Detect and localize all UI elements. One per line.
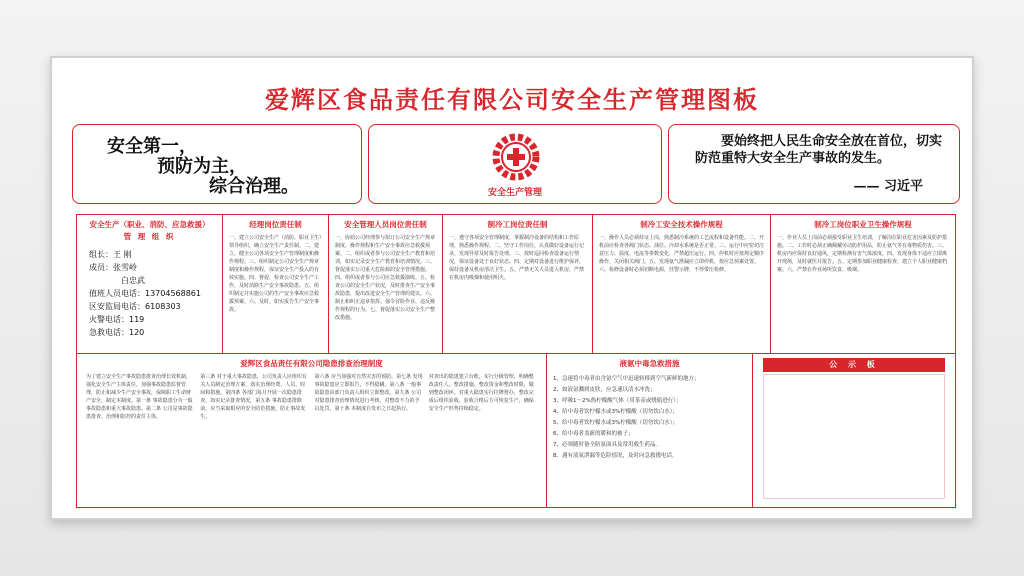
manager-duty-panel bbox=[223, 215, 329, 353]
top-panel-grid bbox=[76, 214, 956, 354]
fire-phone: 火警电话：119 bbox=[89, 315, 145, 324]
panel-title: 经理岗位责任制 bbox=[249, 220, 302, 229]
panel-title: 制冷工岗位责任制 bbox=[487, 220, 548, 229]
list-item: 8、遇有液氨泄漏等危险情况，及时向急救援电话。 bbox=[553, 453, 678, 459]
hazard-text: 对查出的隐患建立台账，实行分级管理，明确整改责任人、整改措施、整改资金和整改时限，做到整改闭环。对重大隐患实行挂牌督办，整改完成后组织验收，验收合格后方可恢复生产，确保安全生产形势持续稳定。 bbox=[428, 374, 534, 412]
hazard-text: 第六条 应当加强对自然灾害的预防。第七条 发现事故隐患应立即报告，不得隐瞒。第八条 一般事故隐患由部门负责人组织立即整改。第九条 公司对隐患排查治理情况进行考核，对整改不力的予以处罚。第十条 本制度自发布之日起执行。 bbox=[314, 374, 423, 412]
list-item: 5、给中毒者饮柠檬水或3%柠檬酸（切勿饮白水）； bbox=[553, 420, 678, 426]
panel-body: 一、协助公司经理参与拟订公司安全生产规章制度、操作规程和生产安全事故应急救援预案。二、组织或者参与公司安全生产教育和培训，如实记录安全生产教育和培训情况。三、督促落实公司重大危险源的安全管理措施。四、组织或者参与公司应急救援演练。五、检查公司的安全生产状况，及时排查生产安全事故隐患，提出改进安全生产管理的建议。六、制止和纠正违章指挥、强令冒险作业、违反操作规程的行为。七、督促落实公司安全生产整改措施。 bbox=[335, 235, 436, 321]
quote-author: —— 习近平 bbox=[853, 179, 923, 194]
panel-body: 一、建立公司安全生产（消防、职业卫生）领导组织，确立安全生产责任制。二、建立、健全公司各项安全生产管理制度和操作规程。三、组织制定公司安全生产规章制度和操作规程，保证安全生产投入的有效实施。四、督促、检查公司安全生产工作，及时消除生产安全事故隐患。五、组织制定并实施公司的生产安全事故应急救援预案。六、及时、如实报告生产安全事故。 bbox=[229, 235, 322, 313]
emergency-list bbox=[553, 375, 746, 461]
panel-body: 一、遵守各项安全管理制度，掌握制冷设备的结构和工作原理，熟悉操作规程。二、坚守工作岗位，认真做好设备运行记录，发现异常及时报告处理。三、按时巡回检查设备运行情况，保证设备处于良好状态。四、定期对设备进行维护保养，保持设备及机房清洁卫生。五、严禁无关人员进入机房，严禁在机房内吸烟和使用明火。 bbox=[449, 235, 585, 281]
safety-gear-logo-icon bbox=[488, 129, 544, 185]
logo-text: 安全生产管理 bbox=[487, 188, 542, 198]
panel-title: 制冷工岗位职业卫生操作规程 bbox=[814, 220, 912, 229]
org-info bbox=[83, 248, 216, 339]
notice-board-panel bbox=[753, 354, 955, 507]
ammonia-emergency-panel bbox=[547, 354, 753, 507]
org-member-2: 白忠武 bbox=[121, 276, 145, 285]
hazard-columns bbox=[83, 373, 540, 497]
list-item: 2、如液氨溅到皮肤，应急速以清水冲洗； bbox=[553, 387, 656, 393]
panel-title: 安全管理人员岗位责任制 bbox=[344, 220, 427, 229]
list-item: 7、必须随时备全防氨面具及常用救生药品。 bbox=[553, 442, 662, 448]
quote-box bbox=[668, 124, 960, 204]
slogan-line-3: 综合治理。 bbox=[209, 176, 299, 197]
hazard-text: 第三条 对于重大事故隐患，公司负责人应组织有关人员制定治理方案，落实治理经费、人员、时间和措施。第四条 各部门每月开展一次隐患排查，如实记录排查情况。第五条 事故隐患排除前，应当采取相应的安全防范措施，防止事故发生。 bbox=[200, 374, 307, 420]
org-panel bbox=[77, 215, 223, 353]
hazard-text: 为了建立安全生产事故隐患排查治理长效机制，强化安全生产主体责任，加强事故隐患监督管理，防止和减少生产安全事故，保障职工生命财产安全，制定本制度。第一条 事故隐患分为一般事故隐患和重大事故隐患。第二条 公司是事故隐患排查、治理和防控的责任主体。 bbox=[86, 374, 193, 420]
notice-area bbox=[763, 374, 945, 499]
panel-body: 一、作业人员上岗前必须接受职业卫生培训，了解岗位职业危害因素及防护措施。二、工作时必须正确佩戴劳动防护用品，防止氨气等有毒物质伤害。三、机房内应保持良好通风，定期检测有害气体浓度。四、发现身体不适应立即离开现场，及时就医并报告。五、定期参加职业健康检查，建立个人职业健康档案。六、严禁在作业场所饮食、吸烟。 bbox=[777, 235, 948, 273]
hazard-title: 爱辉区食品责任有限公司隐患排查治理制度 bbox=[240, 359, 383, 368]
logo-box bbox=[368, 124, 662, 204]
emergency-phone: 急救电话：120 bbox=[89, 328, 145, 337]
refrigeration-duty-panel bbox=[443, 215, 593, 353]
org-title: 安全生产（职业、消防、应急救援） bbox=[89, 220, 210, 229]
list-item: 3、呼吸1～2%热柠檬酸气体（用茶壶或烧瓶进行）； bbox=[553, 398, 682, 404]
slogan-box bbox=[72, 124, 362, 204]
org-leader: 组长：王 刚 bbox=[89, 250, 132, 259]
hazard-panel bbox=[77, 354, 547, 507]
list-item: 1、急速将中毒者由含氨空气中迅速转移到空气新鲜的地方； bbox=[553, 376, 700, 382]
safety-board bbox=[50, 56, 974, 520]
notice-title: 公 示 板 bbox=[763, 358, 945, 372]
list-item: 6、给中毒者盖新的暖和的被子； bbox=[553, 431, 634, 437]
panel-body: 一、操作人员必须持证上岗，熟悉制冷系统的工艺流程和设备性能。二、开机前应检查各阀门状态、油位、冷却水系统是否正常。三、运行中应密切注意压力、温度、电流等参数变化，严禁超压运行。四、停机时应按规定顺序操作，关闭相关阀门。五、发现氨气泄漏应立即停机，按应急预案处置。六、检修设备时必须切断电源，挂警示牌，不得带压检修。 bbox=[599, 235, 765, 273]
org-members: 成员：张雪岭 bbox=[89, 263, 137, 272]
emergency-title: 液氨中毒急救措施 bbox=[619, 359, 680, 368]
duty-phone: 值班人员电话：13704568861 bbox=[89, 289, 201, 298]
refrigeration-safety-panel bbox=[593, 215, 771, 353]
bottom-panel-grid bbox=[76, 354, 956, 508]
panel-title: 制冷工安全技术操作规程 bbox=[640, 220, 723, 229]
list-item: 4、给中毒者饮柠檬水或3%柠檬酸（切勿饮白水）； bbox=[553, 409, 678, 415]
safety-manager-duty-panel bbox=[329, 215, 443, 353]
slogan-line-2: 预防为主， bbox=[157, 156, 247, 177]
slogan-line-1: 安全第一， bbox=[107, 136, 197, 157]
board-title: 爱辉区食品责任有限公司安全生产管理图板 bbox=[265, 86, 759, 114]
org-subtitle: 管 理 组 织 bbox=[123, 232, 176, 241]
supervision-phone: 区安监局电话：6108303 bbox=[89, 302, 181, 311]
refrigeration-health-panel bbox=[771, 215, 955, 353]
quote-text: 要始终把人民生命安全放在首位，切实防范重特大安全生产事故的发生。 bbox=[695, 134, 943, 166]
